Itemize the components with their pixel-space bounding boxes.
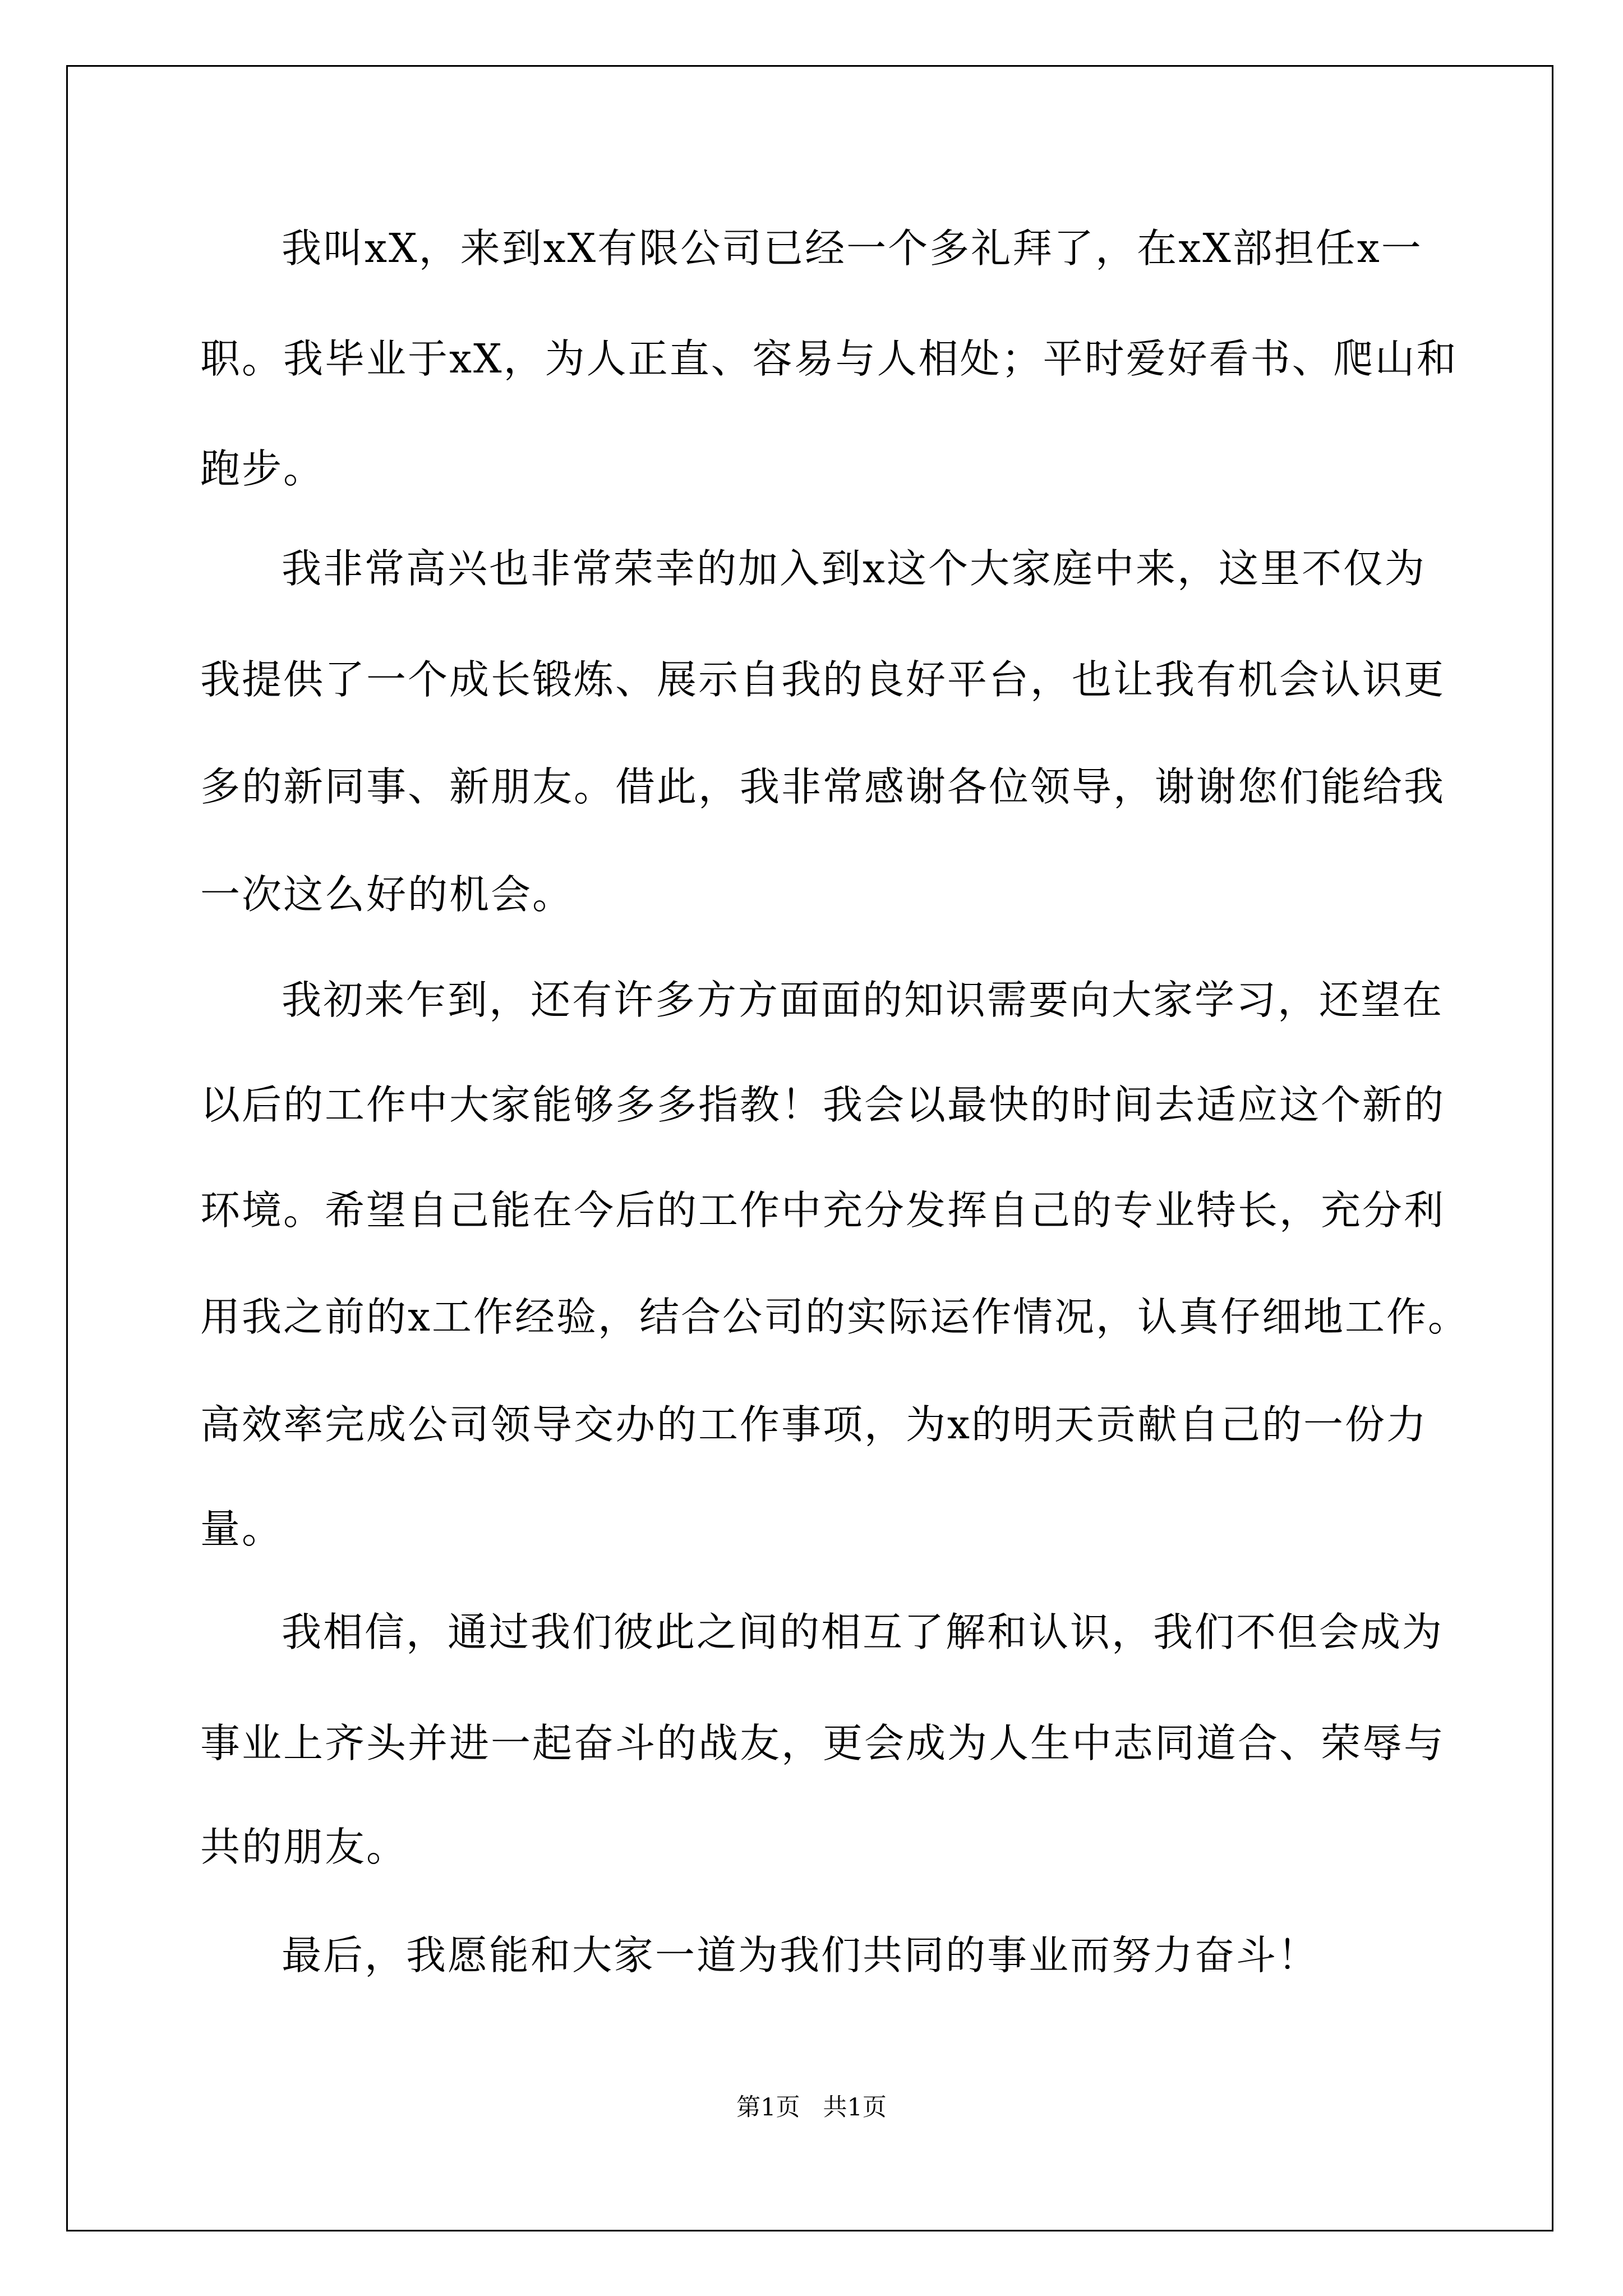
paragraph-4-line-1: 我相信，通过我们彼此之间的相互了解和认识，我们不但会成为 bbox=[282, 1609, 1444, 1655]
paragraph-3-line-2: 以后的工作中大家能够多多指教！我会以最快的时间去适应这个新的 bbox=[200, 1082, 1446, 1128]
paragraph-2-line-2: 我提供了一个成长锻炼、展示自我的良好平台，也让我有机会认识更 bbox=[200, 656, 1446, 703]
paragraph-1-line-2: 职。我毕业于xX，为人正直、容易与人相处；平时爱好看书、爬山和 bbox=[200, 335, 1458, 382]
paragraph-3-line-5: 高效率完成公司领导交办的工作事项，为x的明天贡献自己的一份力 bbox=[200, 1401, 1428, 1448]
paragraph-2-line-3: 多的新同事、新朋友。借此，我非常感谢各位领导，谢谢您们能给我 bbox=[200, 763, 1446, 810]
paragraph-2-line-1: 我非常高兴也非常荣幸的加入到x这个大家庭中来，这里不仅为 bbox=[282, 545, 1427, 592]
paragraph-2-line-4: 一次这么好的机会。 bbox=[200, 871, 574, 918]
paragraph-3-line-3: 环境。希望自己能在今后的工作中充分发挥自己的专业特长，充分利 bbox=[200, 1187, 1446, 1234]
paragraph-1-line-3: 跑步。 bbox=[200, 445, 325, 492]
paragraph-3-line-6: 量。 bbox=[200, 1506, 284, 1552]
paragraph-5-line-1: 最后，我愿能和大家一道为我们共同的事业而努力奋斗！ bbox=[282, 1932, 1320, 1978]
paragraph-3-line-1: 我初来乍到，还有许多方方面面的知识需要向大家学习，还望在 bbox=[282, 977, 1444, 1023]
paragraph-4-line-3: 共的朋友。 bbox=[200, 1824, 408, 1870]
paragraph-1-line-1: 我叫xX，来到xX有限公司已经一个多礼拜了，在xX部担任x一 bbox=[282, 225, 1423, 272]
paragraph-3-line-4: 用我之前的x工作经验，结合公司的实际运作情况，认真仔细地工作。 bbox=[200, 1294, 1470, 1340]
page-number-footer: 第1页 共1页 bbox=[736, 2093, 887, 2122]
page-border bbox=[66, 65, 1553, 2231]
paragraph-4-line-2: 事业上齐头并进一起奋斗的战友，更会成为人生中志同道合、荣辱与 bbox=[200, 1720, 1446, 1766]
